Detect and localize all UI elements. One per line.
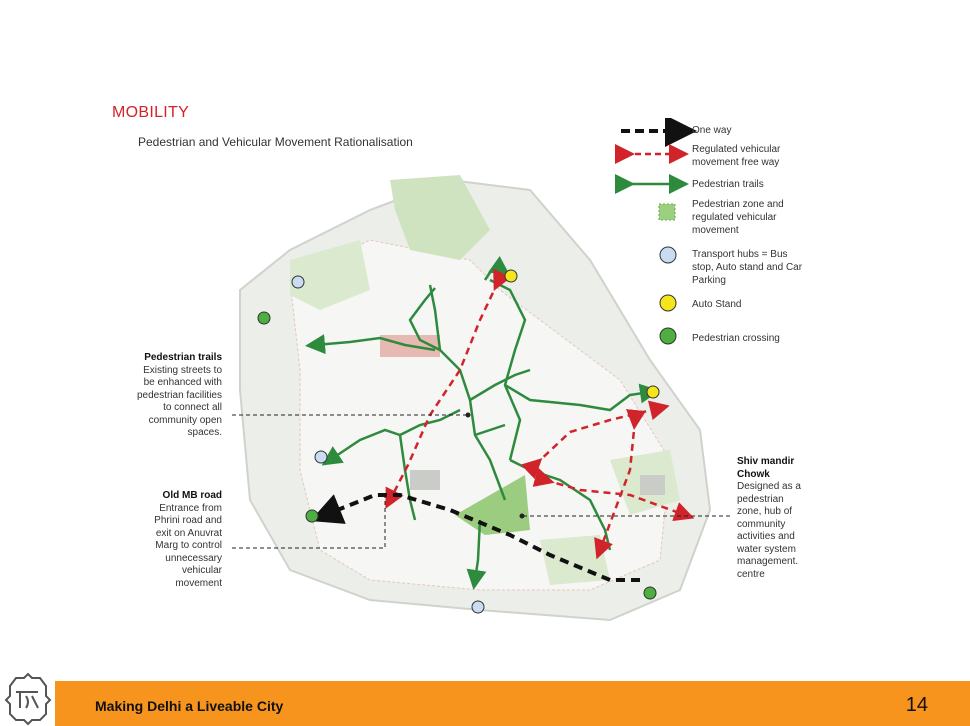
legend-label-one-way: One way <box>692 125 732 136</box>
footer-bar <box>55 681 970 726</box>
annotation-body: Existing streets to be enhanced with pedestrian facilities to connect all community open spaces. <box>136 364 222 438</box>
legend-label-zone: Pedestrian zone and regulated vehicular movement <box>692 199 784 236</box>
page-subtitle: Pedestrian and Vehicular Movement Rationalisation <box>138 135 413 149</box>
legend-label-trails: Pedestrian trails <box>692 179 764 190</box>
annotation-shiv-mandir-chowk <box>737 456 809 581</box>
annotation-heading: Shiv mandir Chowk <box>737 456 795 480</box>
legend-hub-symbol <box>660 247 676 263</box>
annotation-body: Entrance from Phrini road and exit on Anuvrat Marg to control unnecessary vehicular movement <box>154 502 222 589</box>
delhi-logo-icon <box>0 668 55 726</box>
annotation-heading: Old MB road <box>162 490 222 501</box>
annotation-heading: Pedestrian trails <box>144 352 222 363</box>
legend-crossing-symbol <box>660 328 676 344</box>
page-title: MOBILITY <box>112 104 190 121</box>
legend-auto-symbol <box>660 295 676 311</box>
annotation-pedestrian-trails <box>132 352 222 440</box>
annotation-body: Designed as a pedestrian zone, hub of community activities and water system management. centre <box>737 481 801 580</box>
page-number: 14 <box>905 694 928 716</box>
legend-label-crossing: Pedestrian crossing <box>692 333 780 344</box>
annotation-old-mb-road <box>140 490 222 590</box>
legend-zone-symbol <box>659 204 675 220</box>
legend-label-auto: Auto Stand <box>692 299 742 310</box>
legend-label-hubs: Transport hubs = Bus stop, Auto stand and Car Parking <box>692 249 803 286</box>
legend-label-regulated: Regulated vehicular movement free way <box>692 144 781 168</box>
footer-title: Making Delhi a Liveable City <box>95 698 284 714</box>
